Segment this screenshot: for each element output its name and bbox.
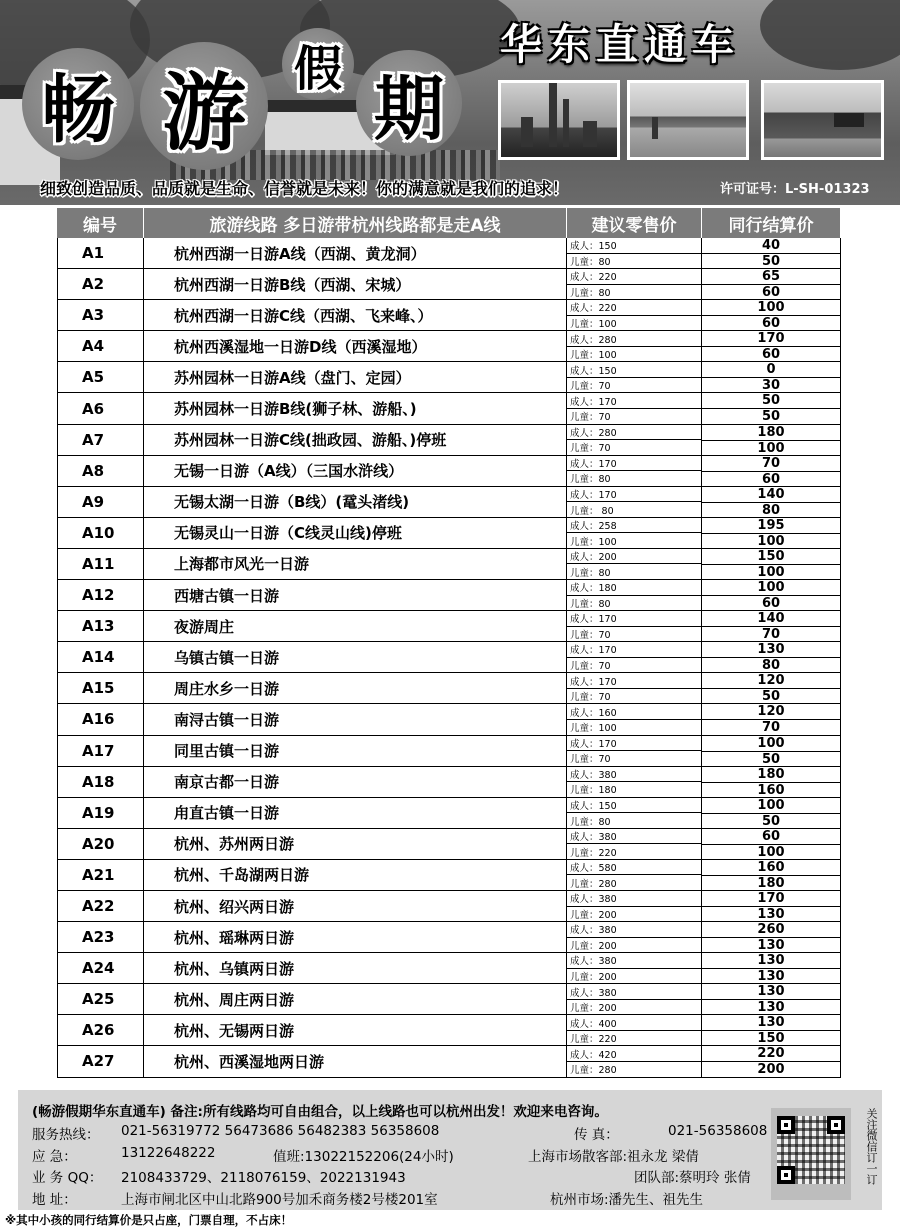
route-name: 甪直古镇一日游 [144, 798, 567, 828]
header-banner [0, 0, 900, 205]
table-row [57, 300, 841, 331]
route-name: 杭州、瑶琳两日游 [144, 922, 567, 952]
retail-child-price: 儿童：200 [570, 940, 617, 952]
slogan-text: 细致创造品质、品质就是生命、信誉就是未来！你的满意就是我们的追求！ [40, 179, 569, 198]
peer-child-price: 100 [757, 533, 785, 549]
peer-adult-price: 130 [702, 984, 840, 1000]
retail-adult-price: 成人：280 [567, 425, 701, 441]
retail-adult-price: 成人：380 [567, 829, 701, 845]
peer-price-cell [702, 922, 841, 952]
table-row [57, 456, 841, 487]
address-label: 地 址： [32, 1192, 77, 1208]
peer-price-cell [702, 393, 841, 423]
peer-price-cell [702, 238, 841, 268]
table-row [57, 860, 841, 891]
route-name: 乌镇古镇一日游 [144, 642, 567, 672]
peer-child-price: 60 [761, 316, 781, 332]
peer-adult-price: 40 [702, 238, 840, 254]
retail-price-cell [567, 393, 702, 423]
peer-child-price: 60 [761, 347, 781, 363]
child-price-note: ※其中小孩的同行结算价是只占座，门票自理，不占床！ [5, 1213, 293, 1227]
retail-adult-price: 成人：170 [567, 393, 701, 409]
table-row [57, 238, 841, 269]
route-code: A22 [57, 891, 144, 921]
route-name: 杭州、绍兴两日游 [144, 891, 567, 921]
table-row [57, 798, 841, 829]
route-name: 杭州西湖一日游A线（西湖、黄龙洞） [144, 238, 567, 268]
peer-price-cell [702, 425, 841, 455]
fax-label: 传 真： [574, 1127, 619, 1143]
peer-price-cell [702, 1046, 841, 1076]
photo-city-skyline [498, 80, 620, 160]
hotline-numbers: 021-56319772 56473686 56482383 56358608 [121, 1123, 440, 1139]
retail-adult-price: 成人：380 [567, 984, 701, 1000]
route-name: 杭州、周庄两日游 [144, 984, 567, 1014]
peer-child-price: 70 [761, 720, 781, 736]
emergency-label: 应 急： [32, 1149, 77, 1165]
retail-child-price: 儿童：100 [570, 536, 617, 548]
route-code: A23 [57, 922, 144, 952]
peer-price-cell [702, 829, 841, 859]
route-code: A2 [57, 269, 144, 299]
retail-adult-price: 成人：170 [567, 487, 701, 503]
retail-price-cell [567, 953, 702, 983]
route-code: A5 [57, 362, 144, 392]
qq-label: 业 务 QQ： [32, 1170, 103, 1186]
route-code: A4 [57, 331, 144, 361]
peer-price-cell [702, 269, 841, 299]
retail-price-cell [567, 331, 702, 361]
logo-badge-2: 游 [140, 42, 268, 170]
photo-garden-pavilion [761, 80, 884, 160]
peer-child-price: 100 [757, 564, 785, 580]
route-name: 杭州、千岛湖两日游 [144, 860, 567, 890]
retail-child-price: 儿童：200 [570, 909, 617, 921]
retail-adult-price: 成人：258 [567, 518, 701, 534]
retail-adult-price: 成人：170 [567, 642, 701, 658]
retail-price-cell [567, 611, 702, 641]
table-row [57, 1046, 841, 1077]
peer-child-price: 100 [757, 440, 785, 456]
table-row [57, 1015, 841, 1046]
table-header [57, 208, 841, 238]
peer-child-price: 200 [757, 1062, 785, 1078]
retail-child-price: 儿童：80 [570, 474, 611, 486]
hotline-label: 服务热线： [32, 1127, 100, 1143]
logo-badge-4: 期 [356, 50, 462, 156]
banner-title: 华东直通车 [500, 20, 741, 69]
retail-price-cell [567, 673, 702, 703]
peer-adult-price: 170 [702, 891, 840, 907]
route-name: 南京古都一日游 [144, 767, 567, 797]
route-name: 苏州园林一日游C线(拙政园、游船、)停班 [144, 425, 567, 455]
peer-price-cell [702, 736, 841, 766]
table-row [57, 331, 841, 362]
peer-child-price: 70 [761, 627, 781, 643]
retail-child-price: 儿童：280 [570, 878, 617, 890]
peer-child-price: 80 [761, 658, 781, 674]
peer-child-price: 50 [761, 689, 781, 705]
retail-adult-price: 成人：220 [567, 269, 701, 285]
peer-adult-price: 180 [702, 425, 840, 441]
peer-child-price: 160 [757, 782, 785, 798]
retail-child-price: 儿童：70 [570, 412, 611, 424]
peer-adult-price: 195 [702, 518, 840, 534]
retail-price-cell [567, 487, 702, 517]
route-code: A12 [57, 580, 144, 610]
retail-child-price: 儿童：80 [570, 816, 611, 828]
route-code: A25 [57, 984, 144, 1014]
route-code: A13 [57, 611, 144, 641]
route-code: A15 [57, 673, 144, 703]
footer-contact-box [18, 1090, 882, 1210]
table-row [57, 829, 841, 860]
table-row [57, 362, 841, 393]
peer-price-cell [702, 984, 841, 1014]
route-name: 杭州西溪湿地一日游D线（西溪湿地） [144, 331, 567, 361]
retail-price-cell [567, 1046, 702, 1076]
retail-adult-price: 成人：170 [567, 673, 701, 689]
peer-child-price: 50 [761, 813, 781, 829]
route-name: 杭州、西溪湿地两日游 [144, 1046, 567, 1076]
peer-price-cell [702, 673, 841, 703]
peer-adult-price: 130 [702, 953, 840, 969]
peer-child-price: 100 [757, 844, 785, 860]
peer-adult-price: 120 [702, 673, 840, 689]
retail-child-price: 儿童：280 [570, 1065, 617, 1077]
peer-price-cell [702, 767, 841, 797]
qr-pattern [777, 1116, 845, 1184]
peer-child-price: 80 [761, 502, 781, 518]
peer-price-cell [702, 518, 841, 548]
table-row [57, 767, 841, 798]
retail-adult-price: 成人：380 [567, 767, 701, 783]
retail-adult-price: 成人：160 [567, 704, 701, 720]
retail-price-cell [567, 362, 702, 392]
peer-adult-price: 100 [702, 300, 840, 316]
table-row [57, 736, 841, 767]
retail-adult-price: 成人：220 [567, 300, 701, 316]
group-dept-contact: 团队部:蔡明玲 张倩 [634, 1170, 751, 1186]
retail-price-cell [567, 300, 702, 330]
route-code: A21 [57, 860, 144, 890]
peer-price-cell [702, 456, 841, 486]
peer-child-price: 130 [757, 938, 785, 954]
retail-child-price: 儿童：180 [570, 785, 617, 797]
peer-child-price: 30 [761, 378, 781, 394]
peer-adult-price: 0 [702, 362, 840, 378]
route-code: A19 [57, 798, 144, 828]
peer-price-cell [702, 1015, 841, 1045]
retail-adult-price: 成人：380 [567, 891, 701, 907]
peer-adult-price: 220 [702, 1046, 840, 1062]
peer-price-cell [702, 580, 841, 610]
route-code: A17 [57, 736, 144, 766]
retail-price-cell [567, 269, 702, 299]
peer-child-price: 60 [761, 471, 781, 487]
table-row [57, 518, 841, 549]
peer-adult-price: 100 [702, 798, 840, 814]
route-code: A8 [57, 456, 144, 486]
retail-price-cell [567, 798, 702, 828]
fax-number: 021-56358608 [668, 1123, 768, 1139]
route-code: A24 [57, 953, 144, 983]
table-row [57, 642, 841, 673]
peer-adult-price: 65 [702, 269, 840, 285]
retail-price-cell [567, 922, 702, 952]
peer-child-price: 50 [761, 409, 781, 425]
header-peer-price: 同行结算价 [702, 208, 841, 238]
peer-child-price: 130 [757, 1000, 785, 1016]
qr-caption: 关注微信订一订 [865, 1108, 878, 1185]
peer-child-price: 50 [761, 751, 781, 767]
peer-price-cell [702, 704, 841, 734]
retail-child-price: 儿童：80 [570, 598, 611, 610]
tree-shape [760, 0, 900, 70]
peer-adult-price: 100 [702, 736, 840, 752]
retail-child-price: 儿童：70 [570, 381, 611, 393]
retail-adult-price: 成人：170 [567, 456, 701, 472]
peer-child-price: 60 [761, 285, 781, 301]
license-number: 许可证号：L-SH-01323 [720, 182, 870, 197]
retail-price-cell [567, 704, 702, 734]
route-name: 杭州、乌镇两日游 [144, 953, 567, 983]
route-name: 同里古镇一日游 [144, 736, 567, 766]
retail-adult-price: 成人：150 [567, 238, 701, 254]
retail-price-cell [567, 549, 702, 579]
retail-child-price: 儿童：100 [570, 350, 617, 362]
header-retail-price: 建议零售价 [567, 208, 702, 238]
wechat-qr-code[interactable] [771, 1108, 851, 1200]
retail-adult-price: 成人：170 [567, 611, 701, 627]
peer-price-cell [702, 953, 841, 983]
table-row [57, 673, 841, 704]
header-route: 旅游线路 多日游带杭州线路都是走A线 [144, 208, 567, 238]
peer-price-cell [702, 549, 841, 579]
route-code: A20 [57, 829, 144, 859]
retail-child-price: 儿童：100 [570, 319, 617, 330]
table-row [57, 891, 841, 922]
retail-price-cell [567, 984, 702, 1014]
retail-adult-price: 成人：170 [567, 736, 701, 752]
logo-badge-1: 畅 [22, 48, 134, 160]
route-code: A14 [57, 642, 144, 672]
logo-badge-3: 假 [282, 28, 354, 100]
peer-adult-price: 120 [702, 704, 840, 720]
retail-price-cell [567, 829, 702, 859]
peer-child-price: 150 [757, 1031, 785, 1047]
peer-adult-price: 130 [702, 642, 840, 658]
route-name: 夜游周庄 [144, 611, 567, 641]
route-code: A10 [57, 518, 144, 548]
table-row [57, 425, 841, 456]
hangzhou-market-contact: 杭州市场:潘先生、祖先生 [550, 1192, 704, 1208]
peer-adult-price: 150 [702, 549, 840, 565]
peer-adult-price: 70 [702, 456, 840, 472]
retail-price-cell [567, 642, 702, 672]
peer-price-cell [702, 487, 841, 517]
table-row [57, 704, 841, 735]
route-name: 苏州园林一日游B线(狮子林、游船、) [144, 393, 567, 423]
retail-adult-price: 成人：280 [567, 331, 701, 347]
photo-west-lake [627, 80, 749, 160]
peer-price-cell [702, 611, 841, 641]
peer-price-cell [702, 891, 841, 921]
peer-child-price: 180 [757, 875, 785, 891]
peer-adult-price: 50 [702, 393, 840, 409]
retail-child-price: 儿童：80 [570, 287, 611, 299]
tour-price-table [57, 208, 841, 1078]
header-code: 编号 [57, 208, 144, 238]
table-body [57, 238, 841, 1078]
retail-adult-price: 成人：400 [567, 1015, 701, 1031]
retail-adult-price: 成人：580 [567, 860, 701, 876]
retail-child-price: 儿童：100 [570, 723, 617, 735]
table-row [57, 269, 841, 300]
peer-price-cell [702, 362, 841, 392]
route-name: 南浔古镇一日游 [144, 704, 567, 734]
route-name: 杭州西湖一日游C线（西湖、飞来峰、） [144, 300, 567, 330]
retail-child-price: 儿童：200 [570, 1003, 617, 1015]
route-code: A1 [57, 238, 144, 268]
peer-child-price: 130 [757, 906, 785, 922]
retail-adult-price: 成人：150 [567, 798, 701, 814]
duty-number: 值班:13022152206(24小时) [273, 1149, 454, 1165]
peer-price-cell [702, 860, 841, 890]
retail-adult-price: 成人：380 [567, 953, 701, 969]
retail-child-price: 儿童：80 [570, 567, 611, 579]
emergency-number: 13122648222 [121, 1145, 216, 1161]
peer-adult-price: 160 [702, 860, 840, 876]
retail-price-cell [567, 456, 702, 486]
route-name: 无锡太湖一日游（B线）(鼋头渚线) [144, 487, 567, 517]
retail-child-price: 儿童：200 [570, 971, 617, 983]
retail-child-price: 儿童：70 [570, 754, 611, 766]
peer-adult-price: 140 [702, 487, 840, 503]
footer-remark: (畅游假期华东直通车) 备注:所有线路均可自由组合，以上线路也可以杭州出发！欢迎来电咨询。 [32, 1104, 608, 1120]
peer-adult-price: 130 [702, 1015, 840, 1031]
retail-child-price: 儿童：70 [570, 629, 611, 641]
table-row [57, 580, 841, 611]
retail-adult-price: 成人：180 [567, 580, 701, 596]
route-code: A11 [57, 549, 144, 579]
route-name: 杭州、苏州两日游 [144, 829, 567, 859]
retail-adult-price: 成人：200 [567, 549, 701, 565]
route-name: 西塘古镇一日游 [144, 580, 567, 610]
peer-adult-price: 180 [702, 767, 840, 783]
retail-price-cell [567, 891, 702, 921]
peer-price-cell [702, 331, 841, 361]
retail-price-cell [567, 736, 702, 766]
table-row [57, 922, 841, 953]
retail-child-price: 儿童：70 [570, 443, 611, 455]
table-row [57, 984, 841, 1015]
retail-price-cell [567, 1015, 702, 1045]
route-name: 上海都市风光一日游 [144, 549, 567, 579]
peer-child-price: 130 [757, 969, 785, 985]
route-code: A7 [57, 425, 144, 455]
route-name: 无锡灵山一日游（C线灵山线)停班 [144, 518, 567, 548]
retail-child-price: 儿童：220 [570, 1034, 617, 1046]
table-row [57, 487, 841, 518]
route-code: A27 [57, 1046, 144, 1076]
route-code: A6 [57, 393, 144, 423]
retail-adult-price: 成人：420 [567, 1046, 701, 1062]
retail-adult-price: 成人：380 [567, 922, 701, 938]
retail-price-cell [567, 767, 702, 797]
retail-price-cell [567, 518, 702, 548]
retail-child-price: 儿童： 80 [570, 505, 614, 517]
peer-adult-price: 100 [702, 580, 840, 596]
route-name: 周庄水乡一日游 [144, 673, 567, 703]
retail-dept-contact: 上海市场散客部:祖永龙 梁倩 [528, 1149, 699, 1165]
qq-numbers: 2108433729、2118076159、2022131943 [121, 1170, 406, 1186]
retail-price-cell [567, 425, 702, 455]
peer-adult-price: 60 [702, 829, 840, 845]
retail-adult-price: 成人：150 [567, 362, 701, 378]
route-name: 苏州园林一日游A线（盘门、定园） [144, 362, 567, 392]
retail-child-price: 儿童：70 [570, 692, 611, 704]
route-code: A26 [57, 1015, 144, 1045]
route-name: 杭州西湖一日游B线（西湖、宋城） [144, 269, 567, 299]
address-text: 上海市闸北区中山北路900号加禾商务楼2号楼201室 [121, 1192, 438, 1208]
route-name: 杭州、无锡两日游 [144, 1015, 567, 1045]
route-name: 无锡一日游（A线）（三国水浒线） [144, 456, 567, 486]
retail-price-cell [567, 238, 702, 268]
peer-child-price: 60 [761, 596, 781, 612]
peer-child-price: 50 [761, 254, 781, 269]
peer-price-cell [702, 300, 841, 330]
retail-price-cell [567, 860, 702, 890]
route-code: A9 [57, 487, 144, 517]
route-code: A18 [57, 767, 144, 797]
peer-price-cell [702, 642, 841, 672]
route-code: A3 [57, 300, 144, 330]
peer-adult-price: 140 [702, 611, 840, 627]
retail-child-price: 儿童：70 [570, 661, 611, 673]
peer-price-cell [702, 798, 841, 828]
table-row [57, 393, 841, 424]
peer-adult-price: 260 [702, 922, 840, 938]
retail-child-price: 儿童：80 [570, 256, 611, 268]
table-row [57, 953, 841, 984]
route-code: A16 [57, 704, 144, 734]
table-row [57, 611, 841, 642]
retail-price-cell [567, 580, 702, 610]
table-row [57, 549, 841, 580]
retail-child-price: 儿童：220 [570, 847, 617, 859]
peer-adult-price: 170 [702, 331, 840, 347]
